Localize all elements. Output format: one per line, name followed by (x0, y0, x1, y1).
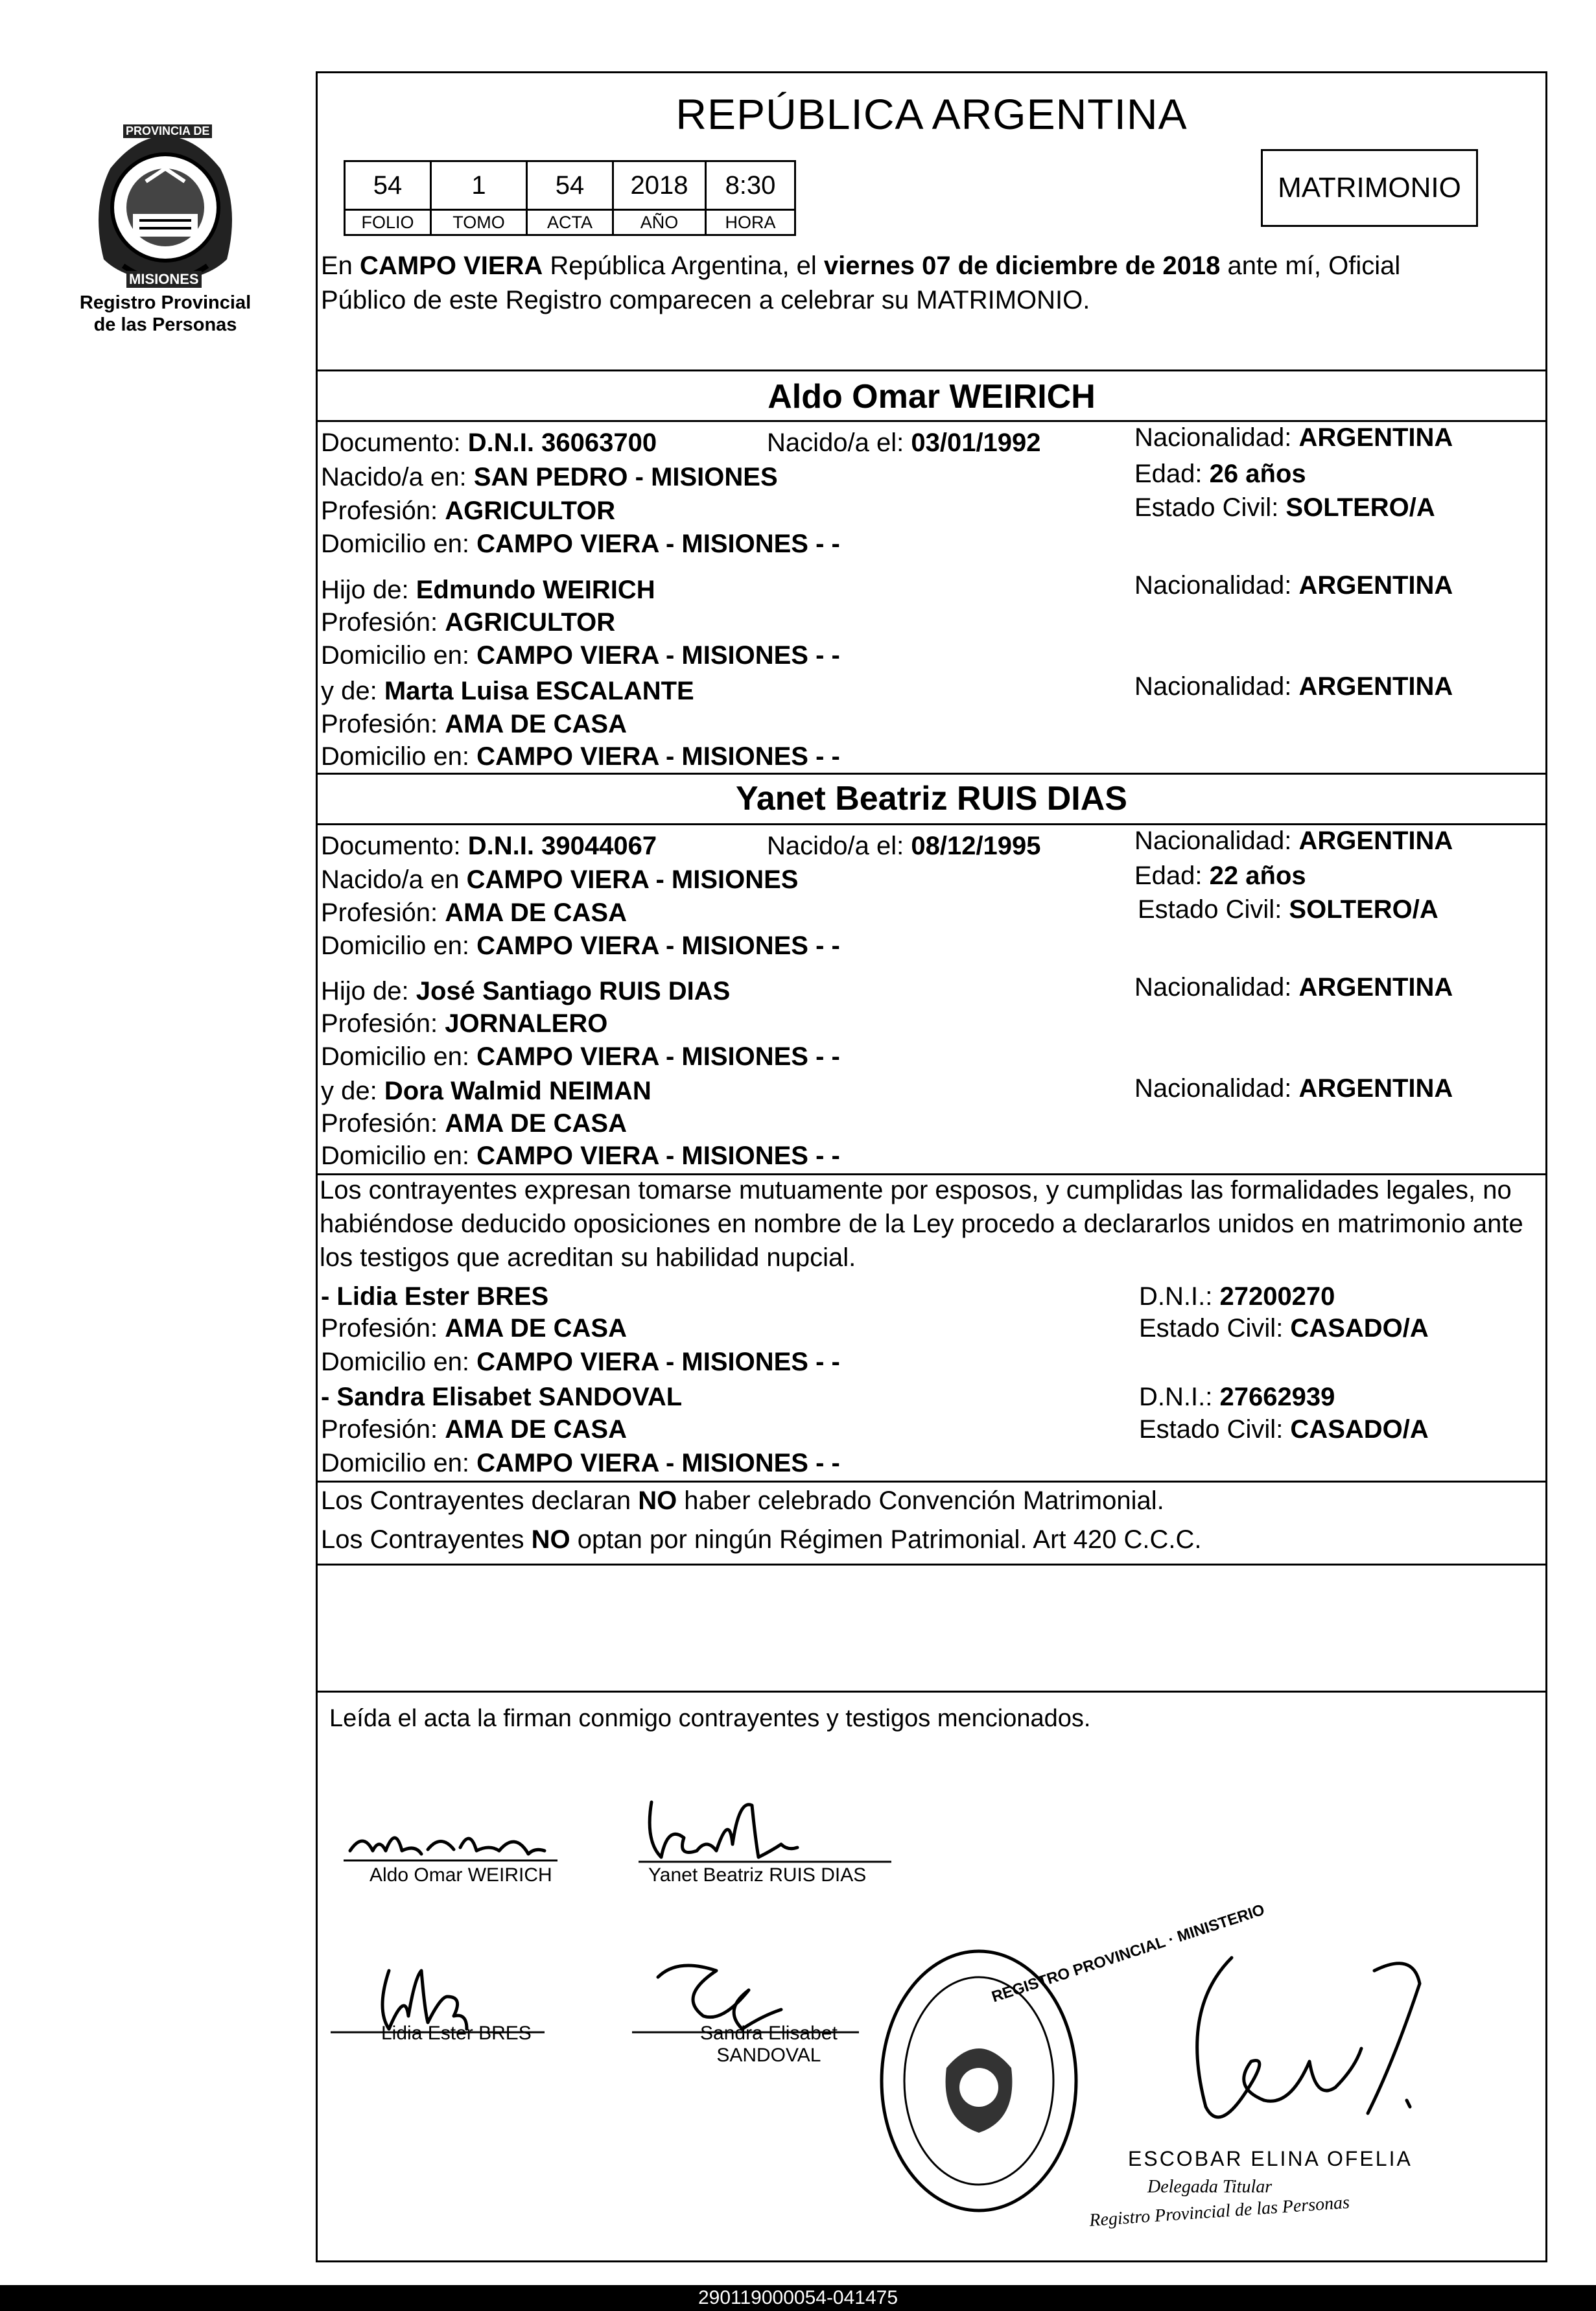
official-name: ESCOBAR ELINA OFELIA (1128, 2147, 1413, 2170)
value: CAMPO VIERA - MISIONES (466, 865, 799, 894)
label: Documento: (321, 428, 468, 457)
value: AMA DE CASA (445, 1109, 627, 1138)
witness2-name (321, 1382, 682, 1412)
witness2-profession (321, 1414, 627, 1444)
regime-text-c: haber celebrado Convención Matrimonial. (677, 1486, 1164, 1515)
value: Edmundo WEIRICH (416, 576, 655, 604)
regime-text-a: Los Contrayentes declaran (321, 1486, 639, 1515)
value: D.N.I. 39044067 (467, 832, 657, 860)
year-label: AÑO (613, 210, 706, 235)
witness2-civil-status (1139, 1414, 1429, 1444)
label: Profesión: (321, 1009, 445, 1038)
label: Nacionalidad: (1134, 1074, 1299, 1103)
signature-aldo (344, 1779, 564, 1870)
spouse2-profession (321, 898, 627, 928)
divider (318, 823, 1545, 825)
spouse1-father-nationality (1134, 570, 1453, 600)
spouse1-civil-status (1134, 493, 1435, 522)
witness1-dni (1139, 1282, 1335, 1311)
intro-text-a: En (321, 252, 360, 280)
signature-name-yanet: Yanet Beatriz RUIS DIAS (648, 1864, 867, 1886)
spouse1-profession (321, 496, 615, 526)
divider (318, 1564, 1545, 1566)
value: - Sandra Elisabet SANDOVAL (321, 1383, 683, 1411)
spouse2-father-nationality (1134, 972, 1453, 1002)
value: AGRICULTOR (445, 497, 616, 525)
hour-value: 8:30 (706, 161, 795, 210)
regime-text-a: Los Contrayentes (321, 1525, 532, 1554)
spouse2-father-address (321, 1042, 840, 1072)
declaration-line-2: habiéndose deducido oposiciones en nombre de la Ley procedo a declararlos unidos en matrimonio ante (320, 1210, 1523, 1238)
value: CAMPO VIERA - MISIONES - - (476, 641, 840, 670)
spouse1-mother-profession (321, 709, 627, 739)
label: Profesión: (321, 1415, 445, 1444)
spouse2-mother (321, 1076, 651, 1106)
value: 22 años (1209, 862, 1306, 890)
label: D.N.I.: (1139, 1282, 1220, 1311)
intro-line-1 (321, 251, 1400, 281)
label: Profesión: (321, 710, 445, 738)
acta-label: ACTA (527, 210, 613, 235)
seal-arc-top: PROVINCIA DE (123, 124, 212, 138)
value: 27662939 (1219, 1383, 1335, 1411)
value: ARGENTINA (1298, 973, 1453, 1002)
spouse2-father (321, 976, 730, 1006)
label: Domicilio en: (321, 530, 477, 558)
registry-caption-line1: Registro Provincial (79, 292, 252, 313)
label: Domicilio en: (321, 742, 477, 771)
value: ARGENTINA (1298, 571, 1453, 600)
spouse1-name: Aldo Omar WEIRICH (768, 378, 1096, 416)
regime-line-2 (321, 1525, 1202, 1554)
divider (318, 773, 1545, 775)
value: 08/12/1995 (911, 832, 1041, 860)
label: Profesión: (321, 898, 445, 927)
spouse2-address (321, 931, 840, 961)
spouse1-birthplace (321, 462, 778, 492)
label: Nacionalidad: (1134, 423, 1299, 452)
label: Estado Civil: (1134, 493, 1286, 522)
closing-statement: Leída el acta la firman conmigo contrayentes y testigos mencionados. (329, 1705, 1091, 1732)
divider (318, 370, 1545, 371)
value: ARGENTINA (1298, 423, 1453, 452)
value: 26 años (1209, 460, 1306, 488)
label: Nacionalidad: (1134, 672, 1299, 701)
signature-name-aldo: Aldo Omar WEIRICH (370, 1864, 552, 1886)
label: Nacionalidad: (1134, 571, 1299, 600)
spouse1-mother-nationality (1134, 672, 1453, 701)
intro-place: CAMPO VIERA (360, 252, 543, 280)
label: Nacido/a en: (321, 463, 474, 491)
spouse1-mother-address (321, 742, 840, 771)
record-table (344, 160, 796, 236)
intro-date: viernes 07 de diciembre de 2018 (823, 252, 1221, 280)
value: Dora Walmid NEIMAN (384, 1077, 651, 1105)
spouse2-age (1134, 861, 1306, 891)
signature-name-lidia: Lidia Ester BRES (381, 2023, 532, 2044)
spouse1-nationality (1134, 423, 1453, 452)
value: CAMPO VIERA - MISIONES - - (476, 1449, 840, 1477)
declaration-paragraph (320, 1173, 1545, 1274)
folio-label: FOLIO (345, 210, 431, 235)
label: Hijo de: (321, 977, 416, 1005)
spouse2-mother-profession (321, 1109, 627, 1138)
label: Domicilio en: (321, 1142, 477, 1170)
regime-line-1 (321, 1486, 1164, 1516)
year-value: 2018 (613, 161, 706, 210)
spouse1-father-profession (321, 607, 615, 637)
signature-name-sandra (700, 2023, 838, 2067)
official-signature (1102, 1945, 1491, 2172)
regime-no: NO (638, 1486, 677, 1515)
intro-line-2: Público de este Registro comparecen a celebrar su MATRIMONIO. (321, 286, 1090, 314)
value: AMA DE CASA (445, 898, 627, 927)
value: José Santiago RUIS DIAS (416, 977, 731, 1005)
witness1-profession (321, 1313, 627, 1343)
value: CASADO/A (1290, 1415, 1429, 1444)
tomo-label: TOMO (431, 210, 527, 235)
label: Estado Civil: (1138, 895, 1289, 924)
value: CAMPO VIERA - MISIONES - - (476, 932, 840, 960)
seal-arc-bottom: MISIONES (126, 271, 202, 288)
regime-no: NO (531, 1525, 570, 1554)
signature-yanet (639, 1776, 898, 1873)
value: CAMPO VIERA - MISIONES - - (476, 1348, 840, 1376)
label: Nacido/a el: (767, 832, 911, 860)
label: Documento: (321, 832, 468, 860)
official-title: Delegada Titular (1147, 2177, 1273, 2197)
signature-name-sandra-line2: SANDOVAL (716, 2045, 821, 2066)
spouse2-mother-address (321, 1141, 840, 1171)
label: Domicilio en: (321, 1042, 477, 1071)
label: Nacionalidad: (1134, 973, 1299, 1002)
divider (318, 420, 1545, 422)
witness1-address (321, 1347, 840, 1377)
label: Domicilio en: (321, 641, 477, 670)
value: CAMPO VIERA - MISIONES - - (476, 530, 840, 558)
value: AGRICULTOR (445, 608, 616, 637)
hour-label: HORA (706, 210, 795, 235)
label: Domicilio en: (321, 1348, 477, 1376)
label: Nacido/a el: (767, 428, 911, 457)
value: D.N.I. 36063700 (467, 428, 657, 457)
label: Edad: (1134, 862, 1210, 890)
record-type-box: MATRIMONIO (1261, 149, 1478, 227)
value: CAMPO VIERA - MISIONES - - (476, 1042, 840, 1071)
label: Estado Civil: (1139, 1415, 1291, 1444)
value: Marta Luisa ESCALANTE (384, 677, 694, 705)
label: Domicilio en: (321, 932, 477, 960)
intro-text-b: República Argentina, el (543, 252, 824, 280)
spouse1-father (321, 575, 655, 605)
label: Profesión: (321, 497, 445, 525)
witness1-name (321, 1282, 548, 1311)
spouse1-age (1134, 459, 1306, 489)
declaration-line-3: los testigos que acreditan su habilidad nupcial. (320, 1243, 856, 1272)
label: Nacido/a en (321, 865, 467, 894)
label: y de: (321, 1077, 384, 1105)
official-office: Registro Provincial de las Personas (1088, 2192, 1350, 2231)
value: AMA DE CASA (445, 1415, 627, 1444)
value: AMA DE CASA (445, 1314, 627, 1343)
value: SOLTERO/A (1289, 895, 1438, 924)
spouse2-nationality (1134, 826, 1453, 856)
regime-text-c: optan por ningún Régimen Patrimonial. Art 420 C.C.C. (570, 1525, 1202, 1554)
value: ARGENTINA (1298, 827, 1453, 855)
value: 27200270 (1219, 1282, 1335, 1311)
declaration-line-1: Los contrayentes expresan tomarse mutuamente por esposos, y cumplidas las formalidades legales, no (320, 1176, 1512, 1204)
spouse2-birthplace (321, 865, 799, 895)
registry-caption-line2: de las Personas (93, 314, 237, 335)
spouse2-birthdate (767, 831, 1041, 861)
spouse1-birthdate (767, 428, 1041, 458)
label: Profesión: (321, 608, 445, 637)
folio-value: 54 (345, 161, 431, 210)
spouse1-address (321, 529, 840, 559)
tomo-value: 1 (431, 161, 527, 210)
witness2-dni (1139, 1382, 1335, 1412)
divider (318, 1691, 1545, 1693)
value: ARGENTINA (1298, 672, 1453, 701)
label: Profesión: (321, 1109, 445, 1138)
label: Edad: (1134, 460, 1210, 488)
spouse1-mother (321, 676, 694, 706)
value: SAN PEDRO - MISIONES (473, 463, 778, 491)
witness2-address (321, 1448, 840, 1478)
label: Hijo de: (321, 576, 416, 604)
value: - Lidia Ester BRES (321, 1282, 549, 1311)
value: CAMPO VIERA - MISIONES - - (476, 742, 840, 771)
document-id-footer: 290119000054-041475 (0, 2285, 1596, 2311)
label: y de: (321, 677, 384, 705)
divider (318, 1481, 1545, 1483)
spouse2-name: Yanet Beatriz RUIS DIAS (736, 780, 1127, 817)
label: Profesión: (321, 1314, 445, 1343)
signature-name-sandra-line1: Sandra Elisabet (700, 2023, 838, 2044)
spouse2-documento (321, 831, 657, 861)
value: JORNALERO (445, 1009, 608, 1038)
value: ARGENTINA (1298, 1074, 1453, 1103)
value: 03/01/1992 (911, 428, 1041, 457)
value: AMA DE CASA (445, 710, 627, 738)
spouse2-civil-status (1138, 895, 1438, 924)
value: CASADO/A (1290, 1314, 1429, 1343)
value: CAMPO VIERA - MISIONES - - (476, 1142, 840, 1170)
value: SOLTERO/A (1285, 493, 1435, 522)
spouse2-mother-nationality (1134, 1073, 1453, 1103)
spouse1-father-address (321, 640, 840, 670)
document-title: REPÚBLICA ARGENTINA (675, 90, 1188, 138)
label: Nacionalidad: (1134, 827, 1299, 855)
acta-value: 54 (527, 161, 613, 210)
registry-caption (58, 292, 272, 336)
label: Domicilio en: (321, 1449, 477, 1477)
label: Estado Civil: (1139, 1314, 1291, 1343)
witness1-civil-status (1139, 1313, 1429, 1343)
spouse1-documento (321, 428, 657, 458)
intro-text-c: ante mí, Oficial (1220, 252, 1401, 280)
spouse2-father-profession (321, 1009, 607, 1038)
label: D.N.I.: (1139, 1383, 1220, 1411)
stamp-ring-text: REGISTRO PROVINCIAL · MINISTERIO (989, 1901, 1267, 2006)
